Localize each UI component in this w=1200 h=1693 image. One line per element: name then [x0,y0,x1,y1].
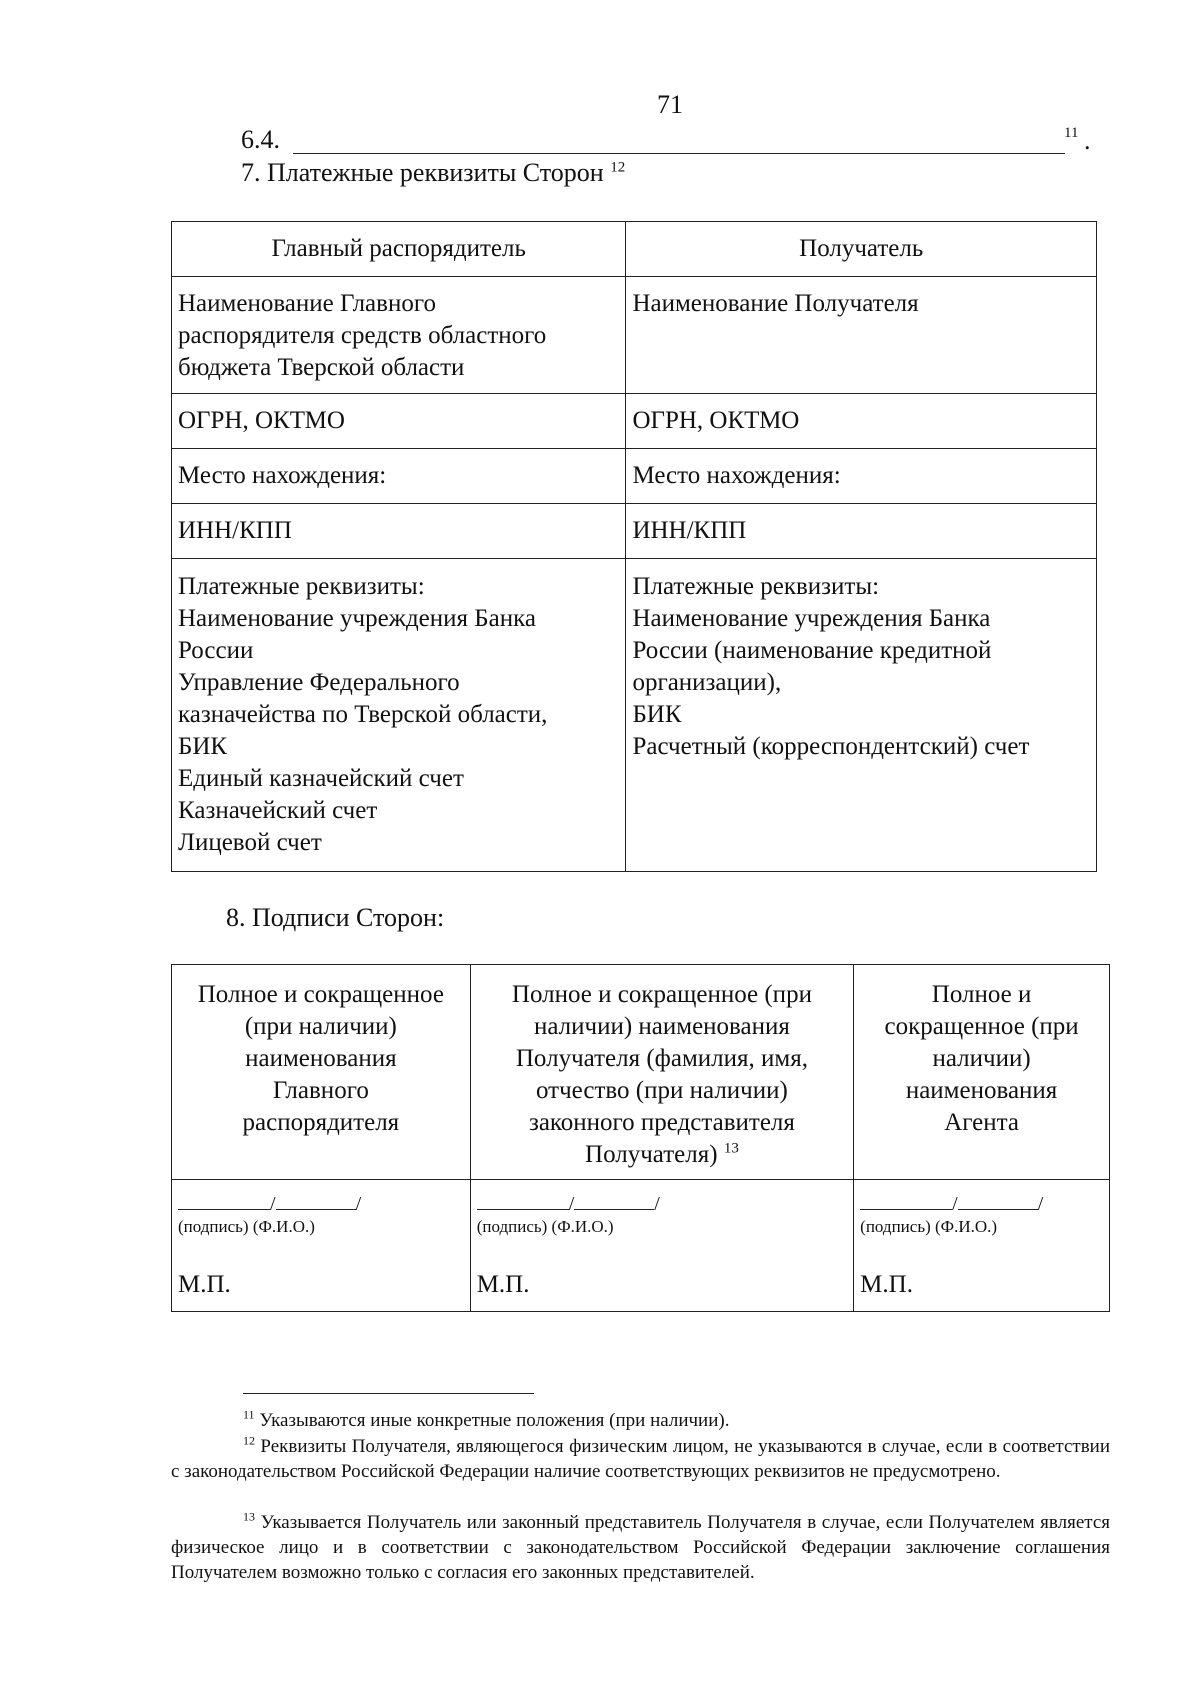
cell-name-right [626,277,1097,394]
section-8-title: 8. Подписи Сторон: [226,903,445,932]
footnote-number: 11 [243,1407,255,1422]
section-7-heading [241,158,625,188]
footnote-text: Указывается Получатель или законный представитель Получателя в случае, если Получателем является физическое лицо и в соответствии с законодательством Российской Федерации заключение соглашения Получателем возможно только с согласия его законных представителей. [171,1512,1111,1583]
text-line: Полное и сокращенное [197,981,444,1008]
section-6-4-end: . [1084,126,1091,155]
cell-payment-left [172,559,626,872]
text-line: России [178,637,254,664]
text-line: Управление Федерального [178,669,460,696]
name-line [276,1195,356,1210]
signature-blank [178,1194,464,1214]
signature-line [860,1195,952,1210]
text-line: распорядителя [242,1109,400,1136]
signatures-table [171,964,1110,1312]
text-line: Наименование Главного [178,290,436,317]
text-line: Наименование учреждения Банка [632,605,991,632]
text-line: Наименование Получателя [632,290,919,317]
text-line: наименования [245,1045,397,1072]
text-line: Полное и сокращенное (при [511,981,812,1008]
text-line: наименования [905,1077,1058,1104]
page-number: 71 [657,90,683,119]
text-line: России (наименование кредитной [632,637,992,664]
cell-inn-right: ИНН/КПП [626,504,1097,559]
footnote-text-block [171,1408,1110,1433]
signature-caption: (подпись) (Ф.И.О.) [476,1217,614,1236]
signature-cell-recipient [470,1180,853,1312]
table-row [172,277,1097,394]
table-row [172,394,1097,449]
table-row [172,449,1097,504]
header-chief-administrator: Главный распорядитель [172,222,626,277]
text-line: Лицевой счет [178,829,322,856]
text-line: БИК [178,733,228,760]
separator: / [654,1193,660,1215]
text-line: Платежные реквизиты: [632,573,880,600]
sig-header-agent [854,965,1110,1180]
footnote-text-block [171,1434,1110,1484]
text-line [471,1139,853,1171]
section-6-4-blank-line [293,153,1065,154]
signature-cell-agent [854,1180,1110,1312]
section-7-footnote-ref: 12 [610,159,626,176]
signature-blank [860,1194,1103,1214]
footnote-ref: 13 [723,1140,739,1157]
table-row [172,222,1097,277]
separator: / [355,1193,362,1215]
separator: / [568,1193,575,1215]
signature-caption: (подпись) (Ф.И.О.) [178,1217,315,1236]
cell-ogrn-left: ОГРН, ОКТМО [172,394,626,449]
signature-cell-chief-administrator [172,1180,471,1312]
cell-inn-left: ИНН/КПП [172,504,626,559]
signature-line [477,1195,569,1210]
footnote-separator [243,1393,534,1394]
name-line [958,1195,1038,1210]
section-6-4-label: 6.4. [241,125,280,154]
requisites-table [171,221,1097,872]
table-row [172,965,1110,1180]
separator: / [270,1193,276,1215]
table-row [172,1180,1110,1312]
cell-name-left [172,277,626,394]
text-line: Агента [944,1109,1019,1136]
stamp-label: М.П. [178,1271,231,1298]
text-line: наличии) [932,1045,1031,1072]
text-line: Получателя (фамилия, имя, [515,1045,808,1072]
signature-line [178,1195,270,1210]
text-line: Полное и [931,981,1032,1008]
text-line: отчество (при наличии) [536,1077,788,1104]
stamp-label: М.П. [476,1271,530,1298]
footnote-12 [171,1434,1110,1484]
footnote-11 [171,1408,1110,1433]
signature-blank [477,1194,847,1214]
text-line: Главного [272,1077,369,1104]
footnote-text: Реквизиты Получателя, являющегося физическим лицом, не указываются в случае, если в соответствии с законодательством Российской Федерации наличие соответствующих реквизитов не предусмотрено. [171,1436,1110,1482]
text-line: Расчетный (корреспондентский) счет [632,733,1030,760]
text-line: сокращенное (при [884,1013,1079,1040]
footnote-number: 12 [243,1433,255,1448]
text-line: Платежные реквизиты: [178,573,425,600]
stamp-label: М.П. [860,1271,913,1298]
cell-address-right: Место нахождения: [626,449,1097,504]
text-line: казначейства по Тверской области, [178,701,548,728]
section-6-4-footnote-ref: 11 [1064,125,1079,141]
header-recipient: Получатель [626,222,1097,277]
text-line: бюджета Тверской области [178,354,465,381]
text-line: (при наличии) [244,1013,397,1040]
text-segment: Получателя) [585,1141,718,1168]
text-line: организации), [632,669,782,696]
separator: / [952,1193,958,1215]
text-line: БИК [632,701,682,728]
text-line: Казначейский счет [178,797,378,824]
text-line: распорядителя средств областного [178,322,547,349]
table-row [172,559,1097,872]
sig-header-chief-administrator [172,965,471,1180]
separator: / [1037,1193,1044,1215]
name-line [574,1195,654,1210]
footnote-text-block [171,1510,1110,1585]
footnote-number: 13 [243,1509,255,1524]
text-line: наличии) наименования [533,1013,790,1040]
text-line: законного представителя [528,1109,795,1136]
footnote-text: Указываются иные конкретные положения (при наличии). [259,1410,730,1431]
section-7-title: 7. Платежные реквизиты Сторон [241,158,604,187]
table-row [172,504,1097,559]
cell-ogrn-right: ОГРН, ОКТМО [626,394,1097,449]
cell-address-left: Место нахождения: [172,449,626,504]
signature-caption: (подпись) (Ф.И.О.) [860,1217,998,1236]
sig-header-recipient [470,965,853,1180]
footnote-13 [171,1510,1110,1585]
text-line: Наименование учреждения Банка [178,605,536,632]
text-line: Единый казначейский счет [178,765,464,792]
cell-payment-right [626,559,1097,872]
